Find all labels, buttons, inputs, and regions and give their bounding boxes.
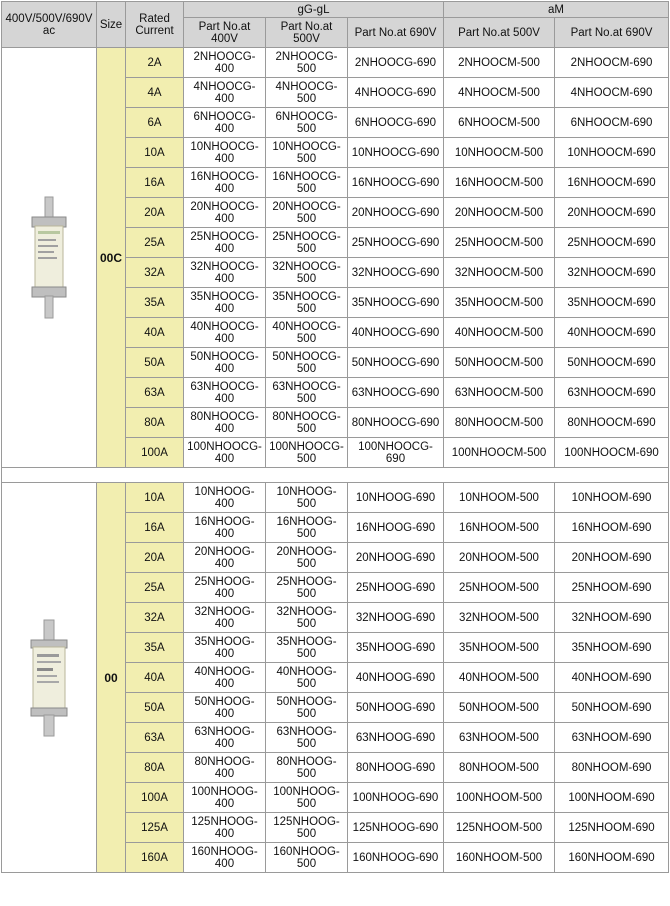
am-500v-part-cell: 32NHOOM-500 [444, 603, 555, 633]
gg-400v-part-cell: 63NHOOG-400 [184, 723, 266, 753]
gg-690v-part-cell: 100NHOOG-690 [348, 783, 444, 813]
gg-690v-part-cell: 125NHOOG-690 [348, 813, 444, 843]
am-500v-part-cell: 10NHOOM-500 [444, 483, 555, 513]
am-group-header: aM [444, 2, 669, 18]
am-690v-part-cell: 63NHOOCM-690 [555, 378, 669, 408]
gg-690v-part-cell: 63NHOOG-690 [348, 723, 444, 753]
gg-690v-part-cell: 10NHOOCG-690 [348, 138, 444, 168]
section-separator [2, 468, 669, 483]
gg-690v-part-cell: 160NHOOG-690 [348, 843, 444, 873]
am-500v-part-cell: 25NHOOM-500 [444, 573, 555, 603]
fuse-photo-cell [2, 483, 97, 873]
am-690v-part-cell: 100NHOOM-690 [555, 783, 669, 813]
header-row-1 [2, 2, 669, 18]
gg-690v-part-cell: 40NHOOCG-690 [348, 318, 444, 348]
am-690v-part-cell: 63NHOOM-690 [555, 723, 669, 753]
gg-400v-part-cell: 125NHOOG-400 [184, 813, 266, 843]
rated-current-cell: 2A [126, 48, 184, 78]
gg-400v-part-cell: 35NHOOG-400 [184, 633, 266, 663]
rated-current-cell: 10A [126, 138, 184, 168]
gg-400v-header: Part No.at 400V [184, 18, 266, 48]
am-500v-part-cell: 63NHOOM-500 [444, 723, 555, 753]
am-690v-part-cell: 32NHOOCM-690 [555, 258, 669, 288]
gg-gl-group-header: gG-gL [184, 2, 444, 18]
am-690v-part-cell: 40NHOOCM-690 [555, 318, 669, 348]
gg-500v-part-cell: 40NHOOCG-500 [266, 318, 348, 348]
size-cell: 00C [97, 48, 126, 468]
am-690v-part-cell: 25NHOOM-690 [555, 573, 669, 603]
gg-500v-part-cell: 80NHOOCG-500 [266, 408, 348, 438]
gg-500v-part-cell: 160NHOOG-500 [266, 843, 348, 873]
am-690v-part-cell: 32NHOOM-690 [555, 603, 669, 633]
gg-690v-part-cell: 50NHOOG-690 [348, 693, 444, 723]
size-cell: 00 [97, 483, 126, 873]
am-690v-part-cell: 6NHOOCM-690 [555, 108, 669, 138]
rated-current-cell: 32A [126, 603, 184, 633]
gg-500v-part-cell: 50NHOOG-500 [266, 693, 348, 723]
separator-cell [2, 468, 669, 483]
am-500v-part-cell: 32NHOOCM-500 [444, 258, 555, 288]
rated-current-cell: 125A [126, 813, 184, 843]
gg-400v-part-cell: 32NHOOG-400 [184, 603, 266, 633]
rated-current-cell: 25A [126, 573, 184, 603]
gg-500v-part-cell: 100NHOOCG-500 [266, 438, 348, 468]
am-500v-part-cell: 160NHOOM-500 [444, 843, 555, 873]
am-500v-part-cell: 20NHOOM-500 [444, 543, 555, 573]
am-500v-part-cell: 100NHOOM-500 [444, 783, 555, 813]
gg-690v-part-cell: 6NHOOCG-690 [348, 108, 444, 138]
am-690v-part-cell: 160NHOOM-690 [555, 843, 669, 873]
gg-690v-part-cell: 20NHOOCG-690 [348, 198, 444, 228]
am-690v-part-cell: 20NHOOCM-690 [555, 198, 669, 228]
am-500v-part-cell: 80NHOOM-500 [444, 753, 555, 783]
rated-current-cell: 100A [126, 438, 184, 468]
gg-400v-part-cell: 25NHOOCG-400 [184, 228, 266, 258]
gg-500v-part-cell: 35NHOOG-500 [266, 633, 348, 663]
gg-690v-part-cell: 50NHOOCG-690 [348, 348, 444, 378]
rated-current-cell: 6A [126, 108, 184, 138]
gg-690v-part-cell: 25NHOOCG-690 [348, 228, 444, 258]
gg-500v-part-cell: 20NHOOG-500 [266, 543, 348, 573]
gg-500v-part-cell: 35NHOOCG-500 [266, 288, 348, 318]
gg-500v-part-cell: 32NHOOG-500 [266, 603, 348, 633]
am-690v-part-cell: 20NHOOM-690 [555, 543, 669, 573]
am-690v-part-cell: 2NHOOCM-690 [555, 48, 669, 78]
gg-500v-part-cell: 10NHOOCG-500 [266, 138, 348, 168]
fuse-00c-photo-icon [24, 195, 74, 320]
fuse-00-photo-icon [19, 618, 79, 738]
gg-400v-part-cell: 160NHOOG-400 [184, 843, 266, 873]
gg-400v-part-cell: 40NHOOG-400 [184, 663, 266, 693]
gg-400v-part-cell: 50NHOOCG-400 [184, 348, 266, 378]
am-500v-part-cell: 80NHOOCM-500 [444, 408, 555, 438]
am-500v-part-cell: 20NHOOCM-500 [444, 198, 555, 228]
section-00c [2, 48, 669, 468]
rated-current-cell: 25A [126, 228, 184, 258]
gg-400v-part-cell: 20NHOOG-400 [184, 543, 266, 573]
gg-690v-part-cell: 63NHOOCG-690 [348, 378, 444, 408]
am-690v-part-cell: 4NHOOCM-690 [555, 78, 669, 108]
gg-500v-part-cell: 16NHOOG-500 [266, 513, 348, 543]
am-500v-part-cell: 50NHOOCM-500 [444, 348, 555, 378]
am-500v-part-cell: 50NHOOM-500 [444, 693, 555, 723]
rated-current-cell: 63A [126, 723, 184, 753]
gg-500v-part-cell: 4NHOOCG-500 [266, 78, 348, 108]
fuse-photo-cell [2, 48, 97, 468]
rated-current-cell: 80A [126, 753, 184, 783]
am-690v-part-cell: 16NHOOM-690 [555, 513, 669, 543]
am-500v-part-cell: 63NHOOCM-500 [444, 378, 555, 408]
am-500v-part-cell: 40NHOOCM-500 [444, 318, 555, 348]
gg-690v-part-cell: 16NHOOCG-690 [348, 168, 444, 198]
am-690v-part-cell: 80NHOOCM-690 [555, 408, 669, 438]
gg-400v-part-cell: 16NHOOG-400 [184, 513, 266, 543]
gg-500v-part-cell: 2NHOOCG-500 [266, 48, 348, 78]
gg-500v-part-cell: 10NHOOG-500 [266, 483, 348, 513]
gg-690v-part-cell: 32NHOOCG-690 [348, 258, 444, 288]
gg-400v-part-cell: 25NHOOG-400 [184, 573, 266, 603]
gg-400v-part-cell: 10NHOOCG-400 [184, 138, 266, 168]
gg-400v-part-cell: 40NHOOCG-400 [184, 318, 266, 348]
gg-690v-part-cell: 16NHOOG-690 [348, 513, 444, 543]
gg-400v-part-cell: 35NHOOCG-400 [184, 288, 266, 318]
fuse-part-number-table [1, 1, 669, 873]
gg-690v-part-cell: 35NHOOCG-690 [348, 288, 444, 318]
gg-500v-part-cell: 40NHOOG-500 [266, 663, 348, 693]
am-500v-part-cell: 125NHOOM-500 [444, 813, 555, 843]
am-690v-part-cell: 80NHOOM-690 [555, 753, 669, 783]
am-690v-header: Part No.at 690V [555, 18, 669, 48]
gg-690v-part-cell: 2NHOOCG-690 [348, 48, 444, 78]
gg-500v-part-cell: 6NHOOCG-500 [266, 108, 348, 138]
rated-current-cell: 10A [126, 483, 184, 513]
gg-500v-part-cell: 25NHOOCG-500 [266, 228, 348, 258]
rated-current-cell: 32A [126, 258, 184, 288]
am-690v-part-cell: 50NHOOM-690 [555, 693, 669, 723]
am-690v-part-cell: 40NHOOM-690 [555, 663, 669, 693]
am-500v-part-cell: 10NHOOCM-500 [444, 138, 555, 168]
gg-500v-part-cell: 20NHOOCG-500 [266, 198, 348, 228]
gg-690v-part-cell: 10NHOOG-690 [348, 483, 444, 513]
am-500v-part-cell: 16NHOOCM-500 [444, 168, 555, 198]
gg-690v-part-cell: 40NHOOG-690 [348, 663, 444, 693]
gg-400v-part-cell: 50NHOOG-400 [184, 693, 266, 723]
gg-400v-part-cell: 63NHOOCG-400 [184, 378, 266, 408]
gg-400v-part-cell: 20NHOOCG-400 [184, 198, 266, 228]
gg-690v-header: Part No.at 690V [348, 18, 444, 48]
am-500v-part-cell: 6NHOOCM-500 [444, 108, 555, 138]
am-690v-part-cell: 10NHOOCM-690 [555, 138, 669, 168]
am-500v-part-cell: 40NHOOM-500 [444, 663, 555, 693]
gg-500v-part-cell: 25NHOOG-500 [266, 573, 348, 603]
rated-current-cell: 16A [126, 513, 184, 543]
rated-current-cell: 160A [126, 843, 184, 873]
gg-690v-part-cell: 32NHOOG-690 [348, 603, 444, 633]
rated-current-cell: 35A [126, 633, 184, 663]
gg-500v-part-cell: 32NHOOCG-500 [266, 258, 348, 288]
am-500v-part-cell: 100NHOOCM-500 [444, 438, 555, 468]
am-690v-part-cell: 16NHOOCM-690 [555, 168, 669, 198]
rated-current-cell: 50A [126, 693, 184, 723]
size-header: Size [97, 2, 126, 48]
gg-500v-part-cell: 16NHOOCG-500 [266, 168, 348, 198]
gg-690v-part-cell: 25NHOOG-690 [348, 573, 444, 603]
table-row [2, 483, 669, 513]
rated-current-cell: 50A [126, 348, 184, 378]
am-690v-part-cell: 10NHOOM-690 [555, 483, 669, 513]
rated-current-cell: 80A [126, 408, 184, 438]
gg-400v-part-cell: 2NHOOCG-400 [184, 48, 266, 78]
gg-690v-part-cell: 4NHOOCG-690 [348, 78, 444, 108]
am-500v-part-cell: 35NHOOM-500 [444, 633, 555, 663]
am-690v-part-cell: 100NHOOCM-690 [555, 438, 669, 468]
gg-400v-part-cell: 100NHOOG-400 [184, 783, 266, 813]
gg-400v-part-cell: 80NHOOG-400 [184, 753, 266, 783]
gg-690v-part-cell: 100NHOOCG-690 [348, 438, 444, 468]
rated-current-header: Rated Current [126, 2, 184, 48]
am-690v-part-cell: 25NHOOCM-690 [555, 228, 669, 258]
gg-690v-part-cell: 35NHOOG-690 [348, 633, 444, 663]
gg-500v-part-cell: 100NHOOG-500 [266, 783, 348, 813]
gg-690v-part-cell: 80NHOOCG-690 [348, 408, 444, 438]
am-690v-part-cell: 50NHOOCM-690 [555, 348, 669, 378]
section-00 [2, 483, 669, 873]
am-500v-part-cell: 4NHOOCM-500 [444, 78, 555, 108]
voltage-header: 400V/500V/690V ac [2, 2, 97, 48]
rated-current-cell: 20A [126, 198, 184, 228]
gg-690v-part-cell: 20NHOOG-690 [348, 543, 444, 573]
gg-400v-part-cell: 10NHOOG-400 [184, 483, 266, 513]
am-500v-part-cell: 25NHOOCM-500 [444, 228, 555, 258]
rated-current-cell: 40A [126, 318, 184, 348]
rated-current-cell: 63A [126, 378, 184, 408]
gg-500v-part-cell: 63NHOOG-500 [266, 723, 348, 753]
gg-400v-part-cell: 32NHOOCG-400 [184, 258, 266, 288]
rated-current-cell: 16A [126, 168, 184, 198]
rated-current-cell: 20A [126, 543, 184, 573]
gg-500v-header: Part No.at 500V [266, 18, 348, 48]
gg-400v-part-cell: 80NHOOCG-400 [184, 408, 266, 438]
am-690v-part-cell: 125NHOOM-690 [555, 813, 669, 843]
am-690v-part-cell: 35NHOOM-690 [555, 633, 669, 663]
am-690v-part-cell: 35NHOOCM-690 [555, 288, 669, 318]
am-500v-part-cell: 2NHOOCM-500 [444, 48, 555, 78]
rated-current-cell: 4A [126, 78, 184, 108]
gg-400v-part-cell: 4NHOOCG-400 [184, 78, 266, 108]
am-500v-part-cell: 35NHOOCM-500 [444, 288, 555, 318]
gg-500v-part-cell: 125NHOOG-500 [266, 813, 348, 843]
rated-current-cell: 40A [126, 663, 184, 693]
rated-current-cell: 100A [126, 783, 184, 813]
gg-400v-part-cell: 100NHOOCG-400 [184, 438, 266, 468]
gg-690v-part-cell: 80NHOOG-690 [348, 753, 444, 783]
am-500v-part-cell: 16NHOOM-500 [444, 513, 555, 543]
rated-current-cell: 35A [126, 288, 184, 318]
gg-500v-part-cell: 63NHOOCG-500 [266, 378, 348, 408]
table-row [2, 48, 669, 78]
am-500v-header: Part No.at 500V [444, 18, 555, 48]
gg-500v-part-cell: 50NHOOCG-500 [266, 348, 348, 378]
gg-400v-part-cell: 6NHOOCG-400 [184, 108, 266, 138]
gg-500v-part-cell: 80NHOOG-500 [266, 753, 348, 783]
gg-400v-part-cell: 16NHOOCG-400 [184, 168, 266, 198]
